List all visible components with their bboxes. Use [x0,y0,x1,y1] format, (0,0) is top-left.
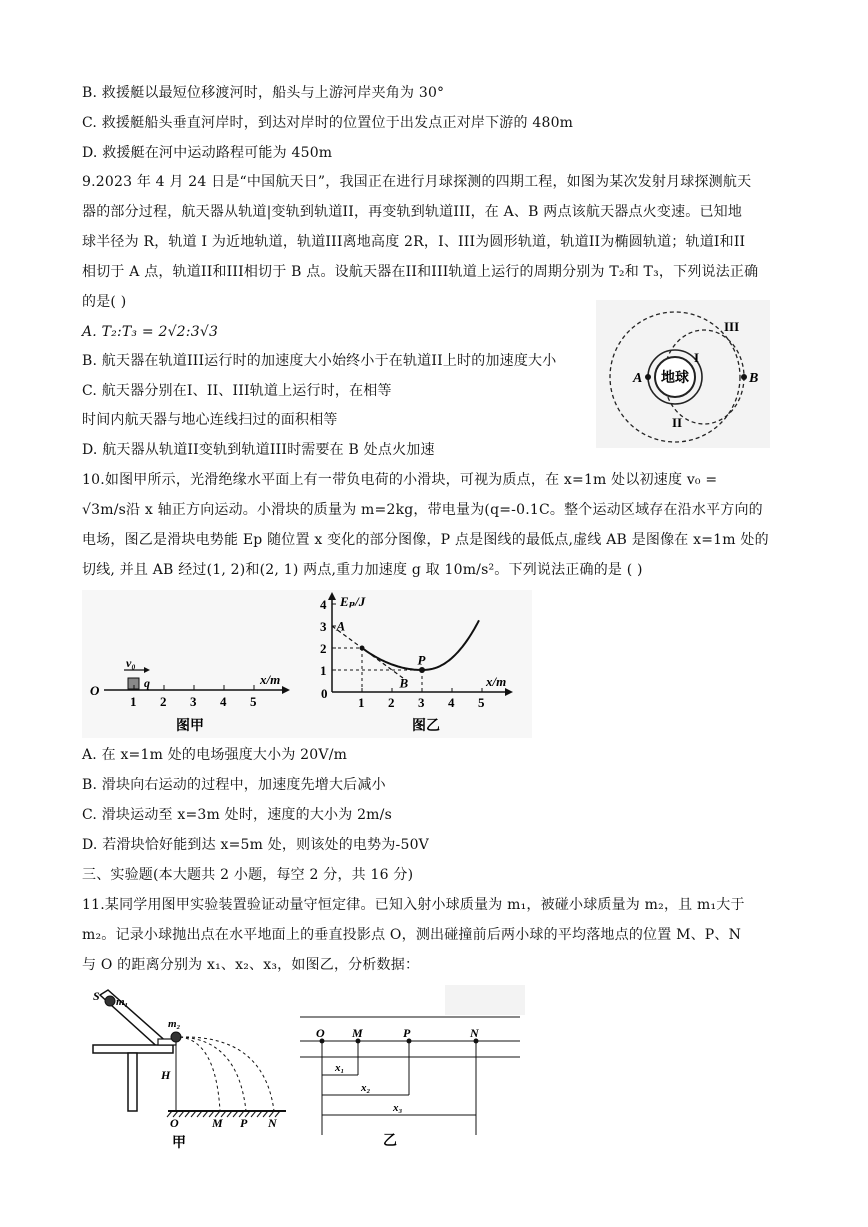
x2-label: x₂ [361,1082,371,1094]
trajectory-p [180,1037,246,1111]
q10-stem-line-3: 电场，图乙是滑块电势能 Ep 随位置 x 变化的部分图像，P 点是图线的最低点,虚线 AB 是图像在 x=1m 处的 [82,532,769,548]
q10-option-d: D. 若滑块恰好能到达 x=5m 处，则该处的电势为-50V [82,837,429,853]
point-p-label: P [417,652,426,668]
q9-stem-line-4: 相切于 A 点，轨道II和III相切于 B 点。设航天器在II和III轨道上运行的周期分别为 T₂和 T₃，下列说法正确 [82,264,759,280]
caption-jia: 图甲 [176,719,204,734]
x-tick-label: 4 [448,695,455,710]
q8-option-b: B. 救援艇以最短位移渡河时，船头与上游河岸夹角为 30° [82,85,445,101]
n-label: N [268,1116,277,1130]
x-tick-label: 2 [160,694,167,709]
caption-yi: 乙 [383,1134,397,1149]
ball-m2 [171,1032,181,1042]
point-b-label: B [399,675,409,691]
y-tick-label: 3 [320,619,327,634]
point-b-label: B [749,371,759,386]
p-label: P [403,1026,411,1040]
o-label: O [170,1116,179,1130]
apparatus-diagram [88,985,288,1150]
orbit-i-label: I [694,350,700,365]
q9-stem-line-3: 球半径为 R，轨道 I 为近地轨道，轨道III离地高度 2R，I、III为圆形轨道，轨道II为椭圆轨道；轨道I和II [82,234,746,250]
table-leg [128,1053,137,1111]
point-b-dot [741,374,747,380]
q10-option-a: A. 在 x=1m 处的电场强度大小为 20V/m [82,747,348,763]
x-tick-label: 4 [220,694,227,709]
figure-background [445,985,525,1015]
charge-label: q [144,676,150,690]
x-tick-label: 1 [130,694,137,709]
trajectory-m [180,1037,220,1111]
q10-option-b: B. 滑块向右运动的过程中，加速度先增大后减小 [82,777,386,793]
y-axis-label: Eₚ/J [340,594,366,609]
s-label: S [93,989,100,1003]
earth-label: 地球 [661,371,689,386]
table-top [93,1045,173,1053]
orbit-diagram [596,300,770,448]
q9-stem-line-1: 9.2023 年 4 月 24 日是“中国航天日”，我国正在进行月球探测的四期工程，如图为某次发射月球探测航天 [82,174,752,190]
q9-option-c-line-2: 时间内航天器与地心连线扫过的面积相等 [82,412,338,428]
origin-label: 0 [321,686,328,701]
caption-yi: 图乙 [412,719,440,734]
q9-option-d: D. 航天器从轨道II变轨到轨道III时需要在 B 处点火加速 [82,442,435,458]
ball-m1 [105,996,115,1006]
v0-label: v₀ [126,656,136,670]
origin-label: O [90,683,100,698]
x3-label: x₃ [393,1102,403,1114]
q9-stem-line-5: 的是( ) [82,294,127,310]
q10-figures [82,590,532,738]
m2-label: m₂ [168,1018,181,1030]
q11-stem-line-1: 11.某同学用图甲实验装置验证动量守恒定律。已知入射小球质量为 m₁，被碰小球质量为 m₂，且 m₁大于 [82,897,745,913]
q9-stem-line-2: 器的部分过程，航天器从轨道|变轨到轨道II，再变轨到轨道III，在 A、B 两点该航天器点火变速。已知地 [82,204,743,220]
point-a-label: A [633,371,643,386]
q11-stem-line-3: 与 O 的距离分别为 x₁、x₂、x₃，如图乙，分析数据： [82,957,420,973]
orbit-iii-label: III [724,319,740,334]
figure-background [82,590,532,738]
orbit-ii-label: II [672,415,683,430]
y-tick-label: 1 [320,663,327,678]
caption-jia: 甲 [172,1136,186,1150]
m-label: M [212,1116,223,1130]
x-axis-label: x/m [260,672,281,687]
x-tick-label: 3 [190,694,197,709]
measurement-diagram [295,985,525,1150]
x-tick-label: 5 [478,695,485,710]
y-tick-label: 4 [320,597,327,612]
q9-option-b: B. 航天器在轨道III运行时的加速度大小始终小于在轨道II上时的加速度大小 [82,353,557,369]
q10-stem-line-1: 10.如图甲所示，光滑绝缘水平面上有一带负电荷的小滑块，可视为质点，在 x=1m 处以初速度 v₀ = [82,472,718,488]
q8-option-c: C. 救援艇船头垂直河岸时，到达对岸时的位置位于出发点正对岸下游的 480m [82,115,574,131]
n-label: N [470,1026,479,1040]
point-start-dot [360,646,365,651]
q10-stem-line-4: 切线, 并且 AB 经过(1, 2)和(2, 1) 两点,重力加速度 g 取 10m/s²。下列说法正确的是 ( ) [82,562,643,578]
x-tick-label: 5 [250,694,257,709]
q11-stem-line-2: m₂。记录小球抛出点在水平地面上的垂直投影点 O，测出碰撞前后两小球的平均落地点的位置 M、P、N [82,927,742,943]
p-label: P [240,1116,248,1130]
point-p-dot [419,667,425,673]
x-tick-label: 3 [418,695,425,710]
x-axis-label: x/m [486,674,507,689]
m-label: M [352,1026,363,1040]
q8-option-d: D. 救援艇在河中运动路程可能为 450m [82,145,333,161]
point-a-label: A [336,618,346,634]
x1-label: x₁ [335,1062,345,1074]
h-label: H [161,1068,171,1082]
o-label: O [316,1026,325,1040]
trajectory-n [180,1037,274,1111]
q9-option-c-line-1: C. 航天器分别在I、II、III轨道上运行时，在相等 [82,383,392,399]
point-a-dot [645,374,651,380]
q9-option-a: A. T₂:T₃ = 2√2:3√3 [82,324,219,340]
y-tick-label: 2 [320,641,327,656]
m1-label: m₁ [116,996,129,1008]
q10-option-c: C. 滑块运动至 x=3m 处时，速度的大小为 2m/s [82,807,392,823]
section-heading: 三、实验题(本大题共 2 小题，每空 2 分，共 16 分) [82,867,414,883]
x-tick-label: 1 [358,695,365,710]
x-tick-label: 2 [388,695,395,710]
q10-stem-line-2: √3m/s沿 x 轴正方向运动。小滑块的质量为 m=2kg，带电量为(q=-0.1C。整个运动区域存在沿水平方向的 [82,502,763,518]
